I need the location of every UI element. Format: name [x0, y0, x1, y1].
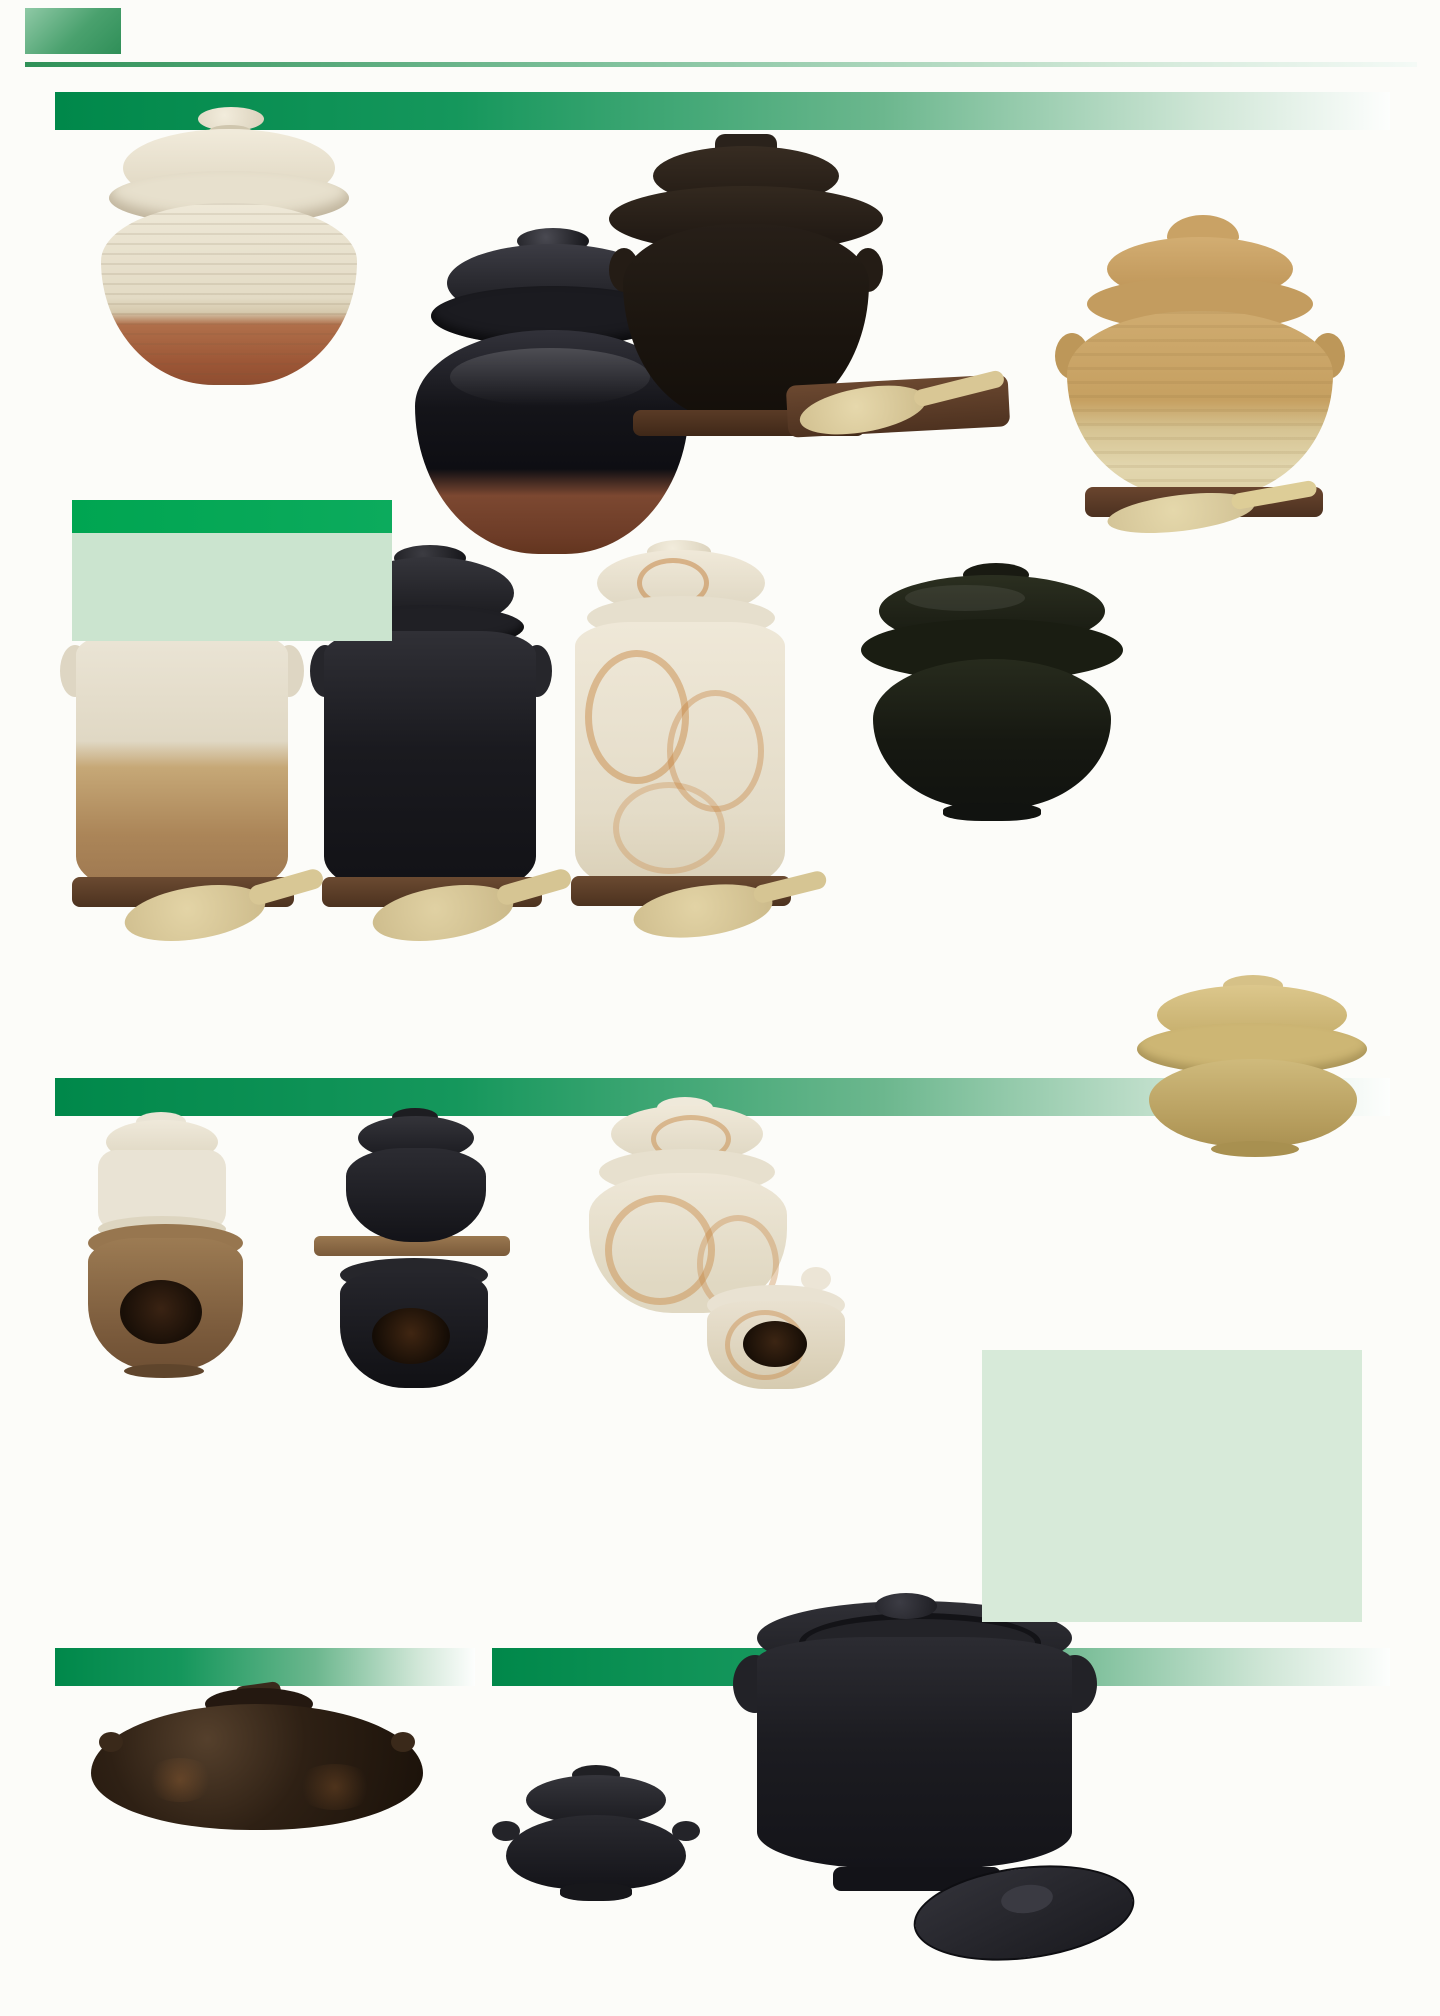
section-banner-rice-pots-2 [55, 1648, 475, 1686]
product-photo-34404 [1055, 215, 1345, 545]
product-photo-34421 [468, 1765, 723, 1907]
product-photo-34410 [1115, 975, 1395, 1170]
product-34421-label [498, 1910, 519, 1911]
kokuyu-group-label [339, 1382, 360, 1393]
product-photo-34409 [845, 555, 1140, 860]
page-number [25, 8, 121, 54]
product-34401-label [122, 398, 143, 399]
product-34409-label [1068, 888, 1089, 889]
konro-info-box [982, 1350, 1362, 1622]
product-photo-34403 [575, 128, 1015, 458]
product-34408-label [730, 980, 751, 981]
header-rule [25, 62, 1417, 67]
product-photo-34411 [62, 1112, 267, 1380]
product-34410-label [1068, 1160, 1089, 1161]
product-34407-label [395, 980, 416, 981]
hagi-group-label [1053, 548, 1074, 559]
howto-box-title [72, 500, 392, 533]
product-34402-label [430, 565, 451, 566]
product-34406-label [62, 980, 83, 981]
daruma-block [75, 1826, 119, 1842]
howto-box-body [72, 533, 392, 641]
shino-group-label [603, 1382, 624, 1393]
product-34403-label [748, 468, 769, 469]
product-34422-label [800, 1910, 821, 1911]
product-photo-34401 [95, 105, 365, 390]
product-photo-34415 [555, 1095, 850, 1410]
warabai-group-label [75, 1382, 96, 1393]
product-photo-34413 [300, 1108, 528, 1393]
product-photo-34417 [85, 1688, 430, 1830]
product-photo-34408 [555, 540, 805, 958]
